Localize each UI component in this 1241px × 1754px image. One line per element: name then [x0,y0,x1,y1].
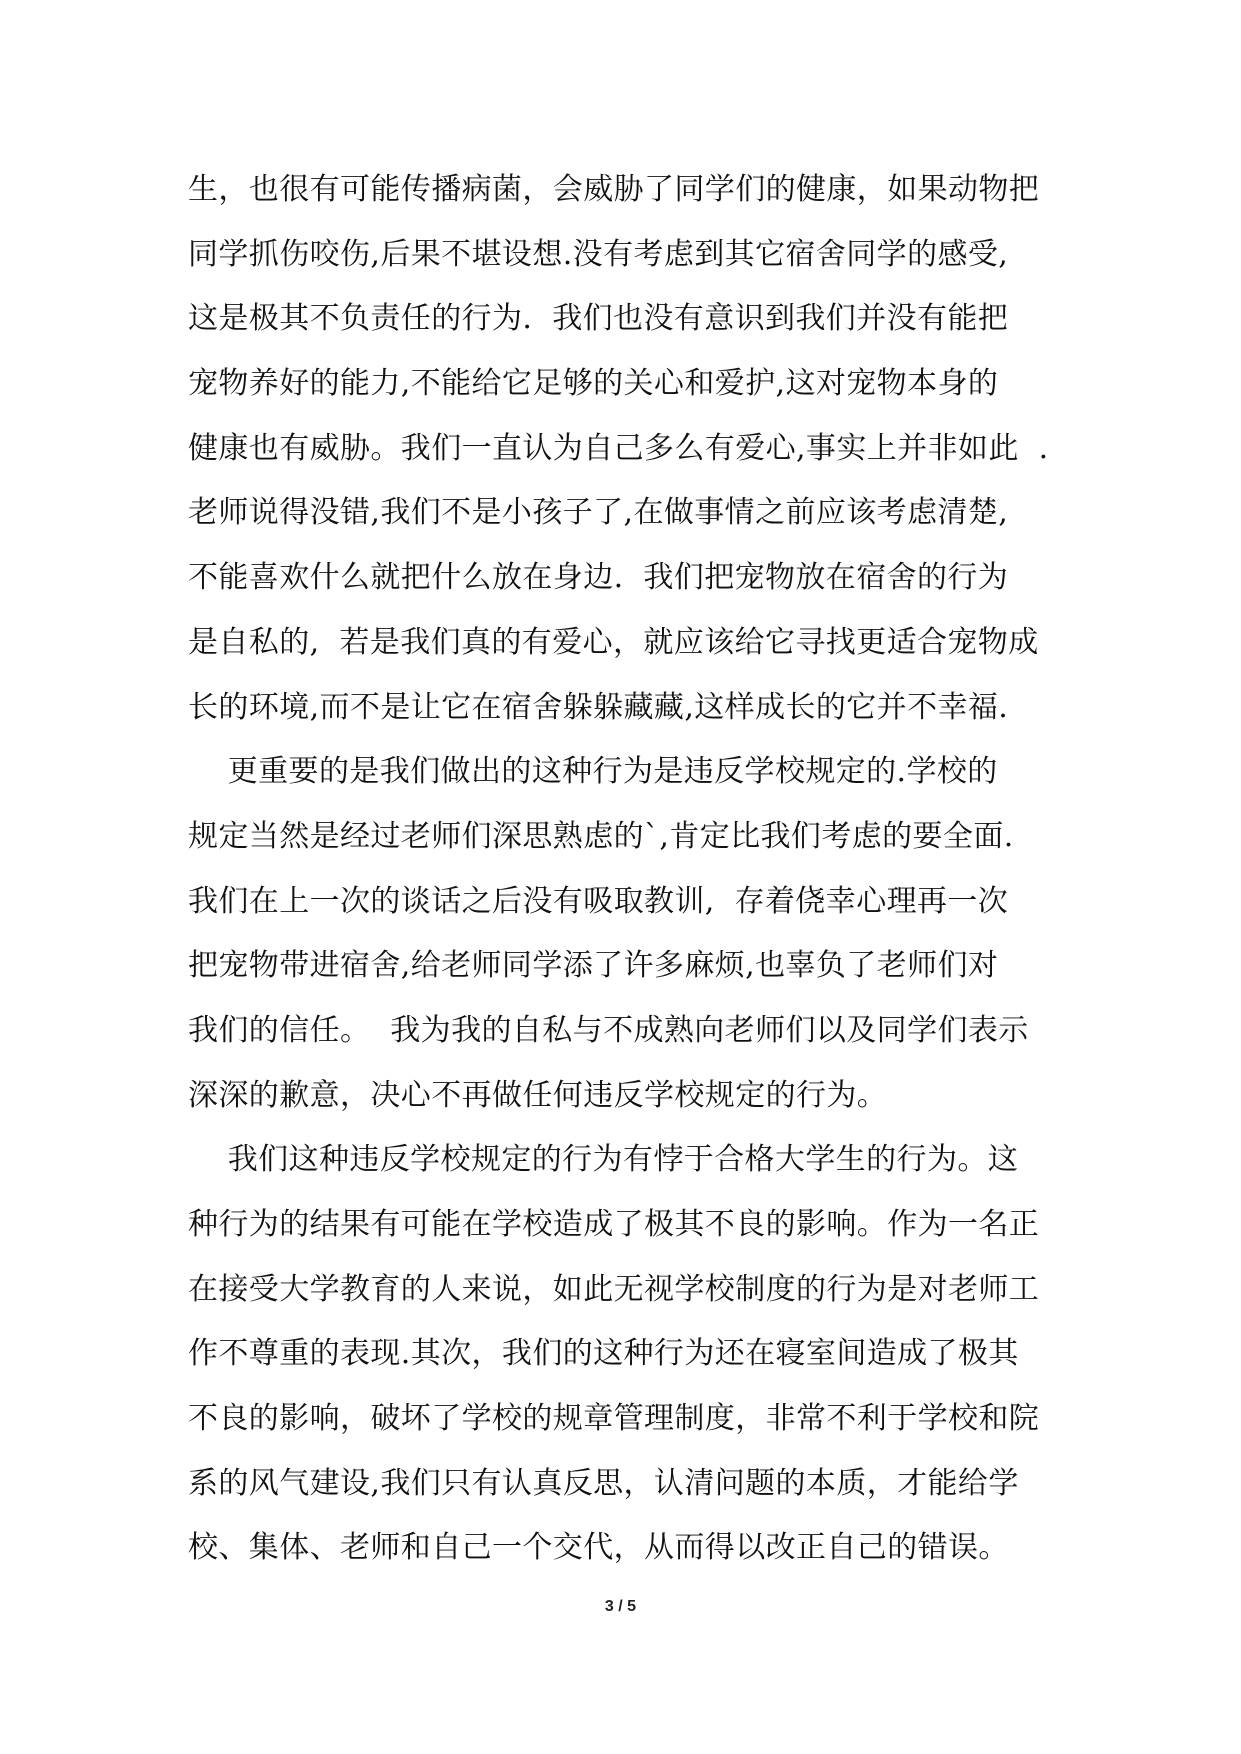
text-line-1: 生，也很有可能传播病菌，会威胁了同学们的健康，如果动物把 [188,172,1040,207]
text-line-8: 是自私的, 若是我们真的有爱心，就应该给它寻找更适合宠物成 [188,624,1039,660]
text-line-7: 不能喜欢什么就把什么放在身边. 我们把宠物放在宿舍的行为 [188,560,1009,596]
text-line-10: 更重要的是我们做出的这种行为是违反学校规定的.学校的 [188,754,998,790]
text-line-20: 不良的影响，破坏了学校的规章管理制度，非常不利于学校和院 [188,1401,1040,1437]
text-line-13: 把宠物带进宿舍,给老师同学添了许多麻烦,也辜负了老师们对 [188,948,999,984]
text-line-2: 同学抓伤咬伤,后果不堪设想.没有考虑到其它宿舍同学的感受, [188,236,1009,272]
text-line-21: 系的风气建设,我们只有认真反思，认清问题的本质，才能给学 [188,1465,1019,1501]
text-line-3: 这是极其不负责任的行为. 我们也没有意识到我们并没有能把 [188,301,1009,337]
text-line-19: 作不尊重的表现.其次，我们的这种行为还在寝室间造成了极其 [188,1336,1019,1372]
text-line-15: 深深的歉意，决心不再做任何违反学校规定的行为。 [188,1077,888,1113]
text-line-6: 老师说得没错,我们不是小孩子了,在做事情之前应该考虑清楚, [188,495,1009,531]
text-line-16: 我们这种违反学校规定的行为有悖于合格大学生的行为。这 [188,1142,1019,1178]
text-line-22: 校、集体、老师和自己一个交代，从而得以改正自己的错误。 [188,1530,1009,1566]
text-line-17: 种行为的结果有可能在学校造成了极其不良的影响。作为一名正 [188,1207,1040,1242]
text-line-12: 我们在上一次的谈话之后没有吸取教训, 存着侥幸心理再一次 [188,883,1009,919]
text-line-11: 规定当然是经过老师们深思熟虑的`,肯定比我们考虑的要全面. [188,818,1014,854]
page-number: 3 / 5 [604,1598,637,1615]
document-body [188,158,1068,1581]
text-line-4: 宠物养好的能力,不能给它足够的关心和爱护,这对宠物本身的 [188,366,999,402]
text-line-14: 我们的信任。 我为我的自私与不成熟向老师们以及同学们表示 [188,1012,1029,1048]
text-line-18: 在接受大学教育的人来说，如此无视学校制度的行为是对老师工 [188,1271,1040,1307]
text-line-9: 长的环境,而不是让它在宿舍躲躲藏藏,这样成长的它并不幸福. [188,689,1009,725]
text-line-5: 健康也有威胁。我们一直认为自己多么有爱心,事实上并非如此 . [188,430,1049,466]
